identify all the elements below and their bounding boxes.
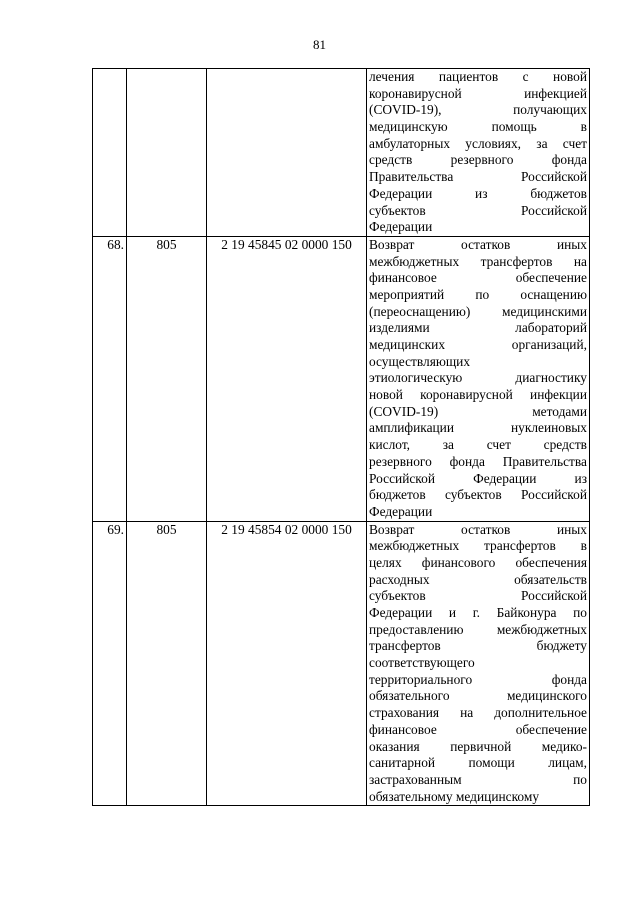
description-line: (COVID-19), получающих	[369, 102, 587, 118]
description-line: обязательному медицинскому	[369, 788, 540, 804]
table-row	[93, 69, 590, 237]
row-number-cell: 69.	[93, 521, 127, 806]
description-line: застрахованным по	[369, 771, 587, 787]
description-line: финансовое обеспечение	[369, 721, 587, 737]
description-line: (переоснащению) медицинскими	[369, 303, 587, 319]
description-line: Правительства Российской	[369, 169, 587, 185]
description-line: целях финансового обеспечения	[369, 554, 587, 570]
description-line: новой коронавирусной инфекции	[369, 387, 587, 403]
row-number-cell	[93, 69, 127, 237]
description-line: соответствующего	[369, 655, 475, 671]
description-line: субъектов Российской	[369, 588, 587, 604]
description-line: оказания первичной медико-	[369, 738, 587, 754]
description-line: изделиями лабораторий	[369, 320, 587, 336]
description-line: финансовое обеспечение	[369, 270, 587, 286]
description-line: страхования на дополнительное	[369, 705, 587, 721]
description-line: санитарной помощи лицам,	[369, 755, 587, 771]
budget-classification-code-cell	[207, 69, 367, 237]
description-line: расходных обязательств	[369, 571, 587, 587]
description-line: межбюджетных трансфертов в	[369, 538, 587, 554]
description-line: обязательного медицинского	[369, 688, 587, 704]
description-line: амплификации нуклеиновых	[369, 420, 587, 436]
description-cell	[367, 521, 590, 806]
table-row	[93, 236, 590, 521]
description-line: межбюджетных трансфертов на	[369, 253, 587, 269]
description-line: средств резервного фонда	[369, 152, 587, 168]
description-line: медицинскую помощь в	[369, 119, 587, 135]
description-line: лечения пациентов с новой	[369, 69, 587, 84]
page-number: 81	[313, 37, 326, 52]
description-line: субъектов Российской	[369, 202, 587, 218]
table-body	[93, 69, 590, 806]
description-line: предоставлению межбюджетных	[369, 621, 587, 637]
table-row	[93, 521, 590, 806]
description-line: Возврат остатков иных	[369, 521, 587, 537]
description-line: мероприятий по оснащению	[369, 286, 587, 302]
description-cell	[367, 69, 590, 237]
budget-codes-table	[92, 68, 590, 806]
description-line: (COVID-19) методами	[369, 403, 587, 419]
budget-classification-code-cell: 2 19 45845 02 0000 150	[207, 236, 367, 521]
description-line: осуществляющих	[369, 353, 471, 369]
description-line: Федерации	[369, 219, 433, 235]
description-line: амбулаторных условиях, за счет	[369, 135, 587, 151]
description-line: коронавирусной инфекцией	[369, 85, 587, 101]
description-line: медицинских организаций,	[369, 337, 587, 352]
description-cell	[367, 236, 590, 521]
description-line: Федерации из бюджетов	[369, 185, 587, 201]
admin-code-cell: 805	[127, 521, 207, 806]
description-line: резервного фонда Правительства	[369, 453, 587, 469]
description-line: Федерации	[369, 503, 433, 519]
description-line: Федерации и г. Байконура по	[369, 605, 587, 620]
description-line: Российской Федерации из	[369, 470, 587, 486]
description-line: этиологическую диагностику	[369, 370, 587, 386]
budget-classification-code-cell: 2 19 45854 02 0000 150	[207, 521, 367, 806]
description-line: Возврат остатков иных	[369, 236, 587, 252]
description-line: трансфертов бюджету	[369, 638, 587, 654]
row-number-cell: 68.	[93, 236, 127, 521]
description-line: территориального фонда	[369, 671, 587, 687]
admin-code-cell: 805	[127, 236, 207, 521]
description-line: кислот, за счет средств	[369, 437, 587, 453]
description-line: бюджетов субъектов Российской	[369, 487, 587, 503]
admin-code-cell	[127, 69, 207, 237]
